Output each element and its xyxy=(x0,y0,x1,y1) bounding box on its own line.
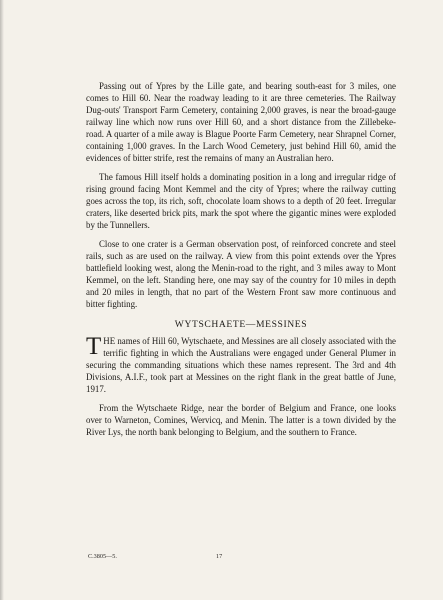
section-heading: WYTSCHAETE—MESSINES xyxy=(174,319,308,330)
paragraph-hill-60: Passing out of Ypres by the Lille gate, and bearing south-east for 3 miles, one comes to Hill 60. Near the roadway leading to it are three cemeteries. The Railway Dug-outs' Transport Farm Cemetery, containing 2,000 graves, is near the broad-gauge railway line which now runs over Hill 60, and a short distance from the Zillebeke-road. A quarter of a mile away is Blague Poorte Farm Cemetery, near Shrapnel Corner, containing 1,000 graves. In the Larch Wood Cemetery, just behind Hill 60, amid the evidences of bitter strife, rest the remains of many an Australian hero. xyxy=(86,81,396,163)
paragraph-wytschaete-ridge: From the Wytschaete Ridge, near the border of Belgium and France, one looks over to Warneton, Comines, Wervicq, and Menin. The latter is a town divided by the River Lys, the north bank belonging to Belgium, and the southern to France. xyxy=(86,403,396,437)
page-number: 17 xyxy=(216,553,223,560)
paragraph-famous-hill: The famous Hill itself holds a dominating position in a long and irregular ridge of rising ground facing Mont Kemmel and the city of Ypres; where the railway cutting goes across the top, its rich, soft, chocolate loam shows to a depth of 20 feet. Irregular craters, like deserted brick pits, mark the spot where the gigantic mines were exploded by the Tunnellers. xyxy=(86,172,396,230)
paragraph-text: HE names of Hill 60, Wytschaete, and Messines are all closely associated with the terrific fighting in which the Australians were engaged under General Plumer in securing the commanding situations which these names represent. The 3rd and 4th Divisions, A.I.F., took part at Messines on the right flank in the great battle of June, 1917. xyxy=(86,336,396,394)
drop-cap: T xyxy=(86,333,102,360)
page-edge-shadow xyxy=(0,0,4,600)
printer-signature: C.3805—5. xyxy=(88,553,117,560)
paragraph-observation-post: Close to one crater is a German observation post, of reinforced concrete and steel rails, such as are used on the railway. A view from this point extends over the Ypres battlefield looking west, along the Menin-road to the right, and 3 miles away to Mont Kemmel, on the left. Standing here, one may say of the country for 10 miles in depth and 20 miles in length, that no part of the Western Front saw more continuous and bitter fighting. xyxy=(86,239,396,309)
paragraph-wytschaete-messines xyxy=(86,335,396,395)
body-text xyxy=(86,80,396,445)
